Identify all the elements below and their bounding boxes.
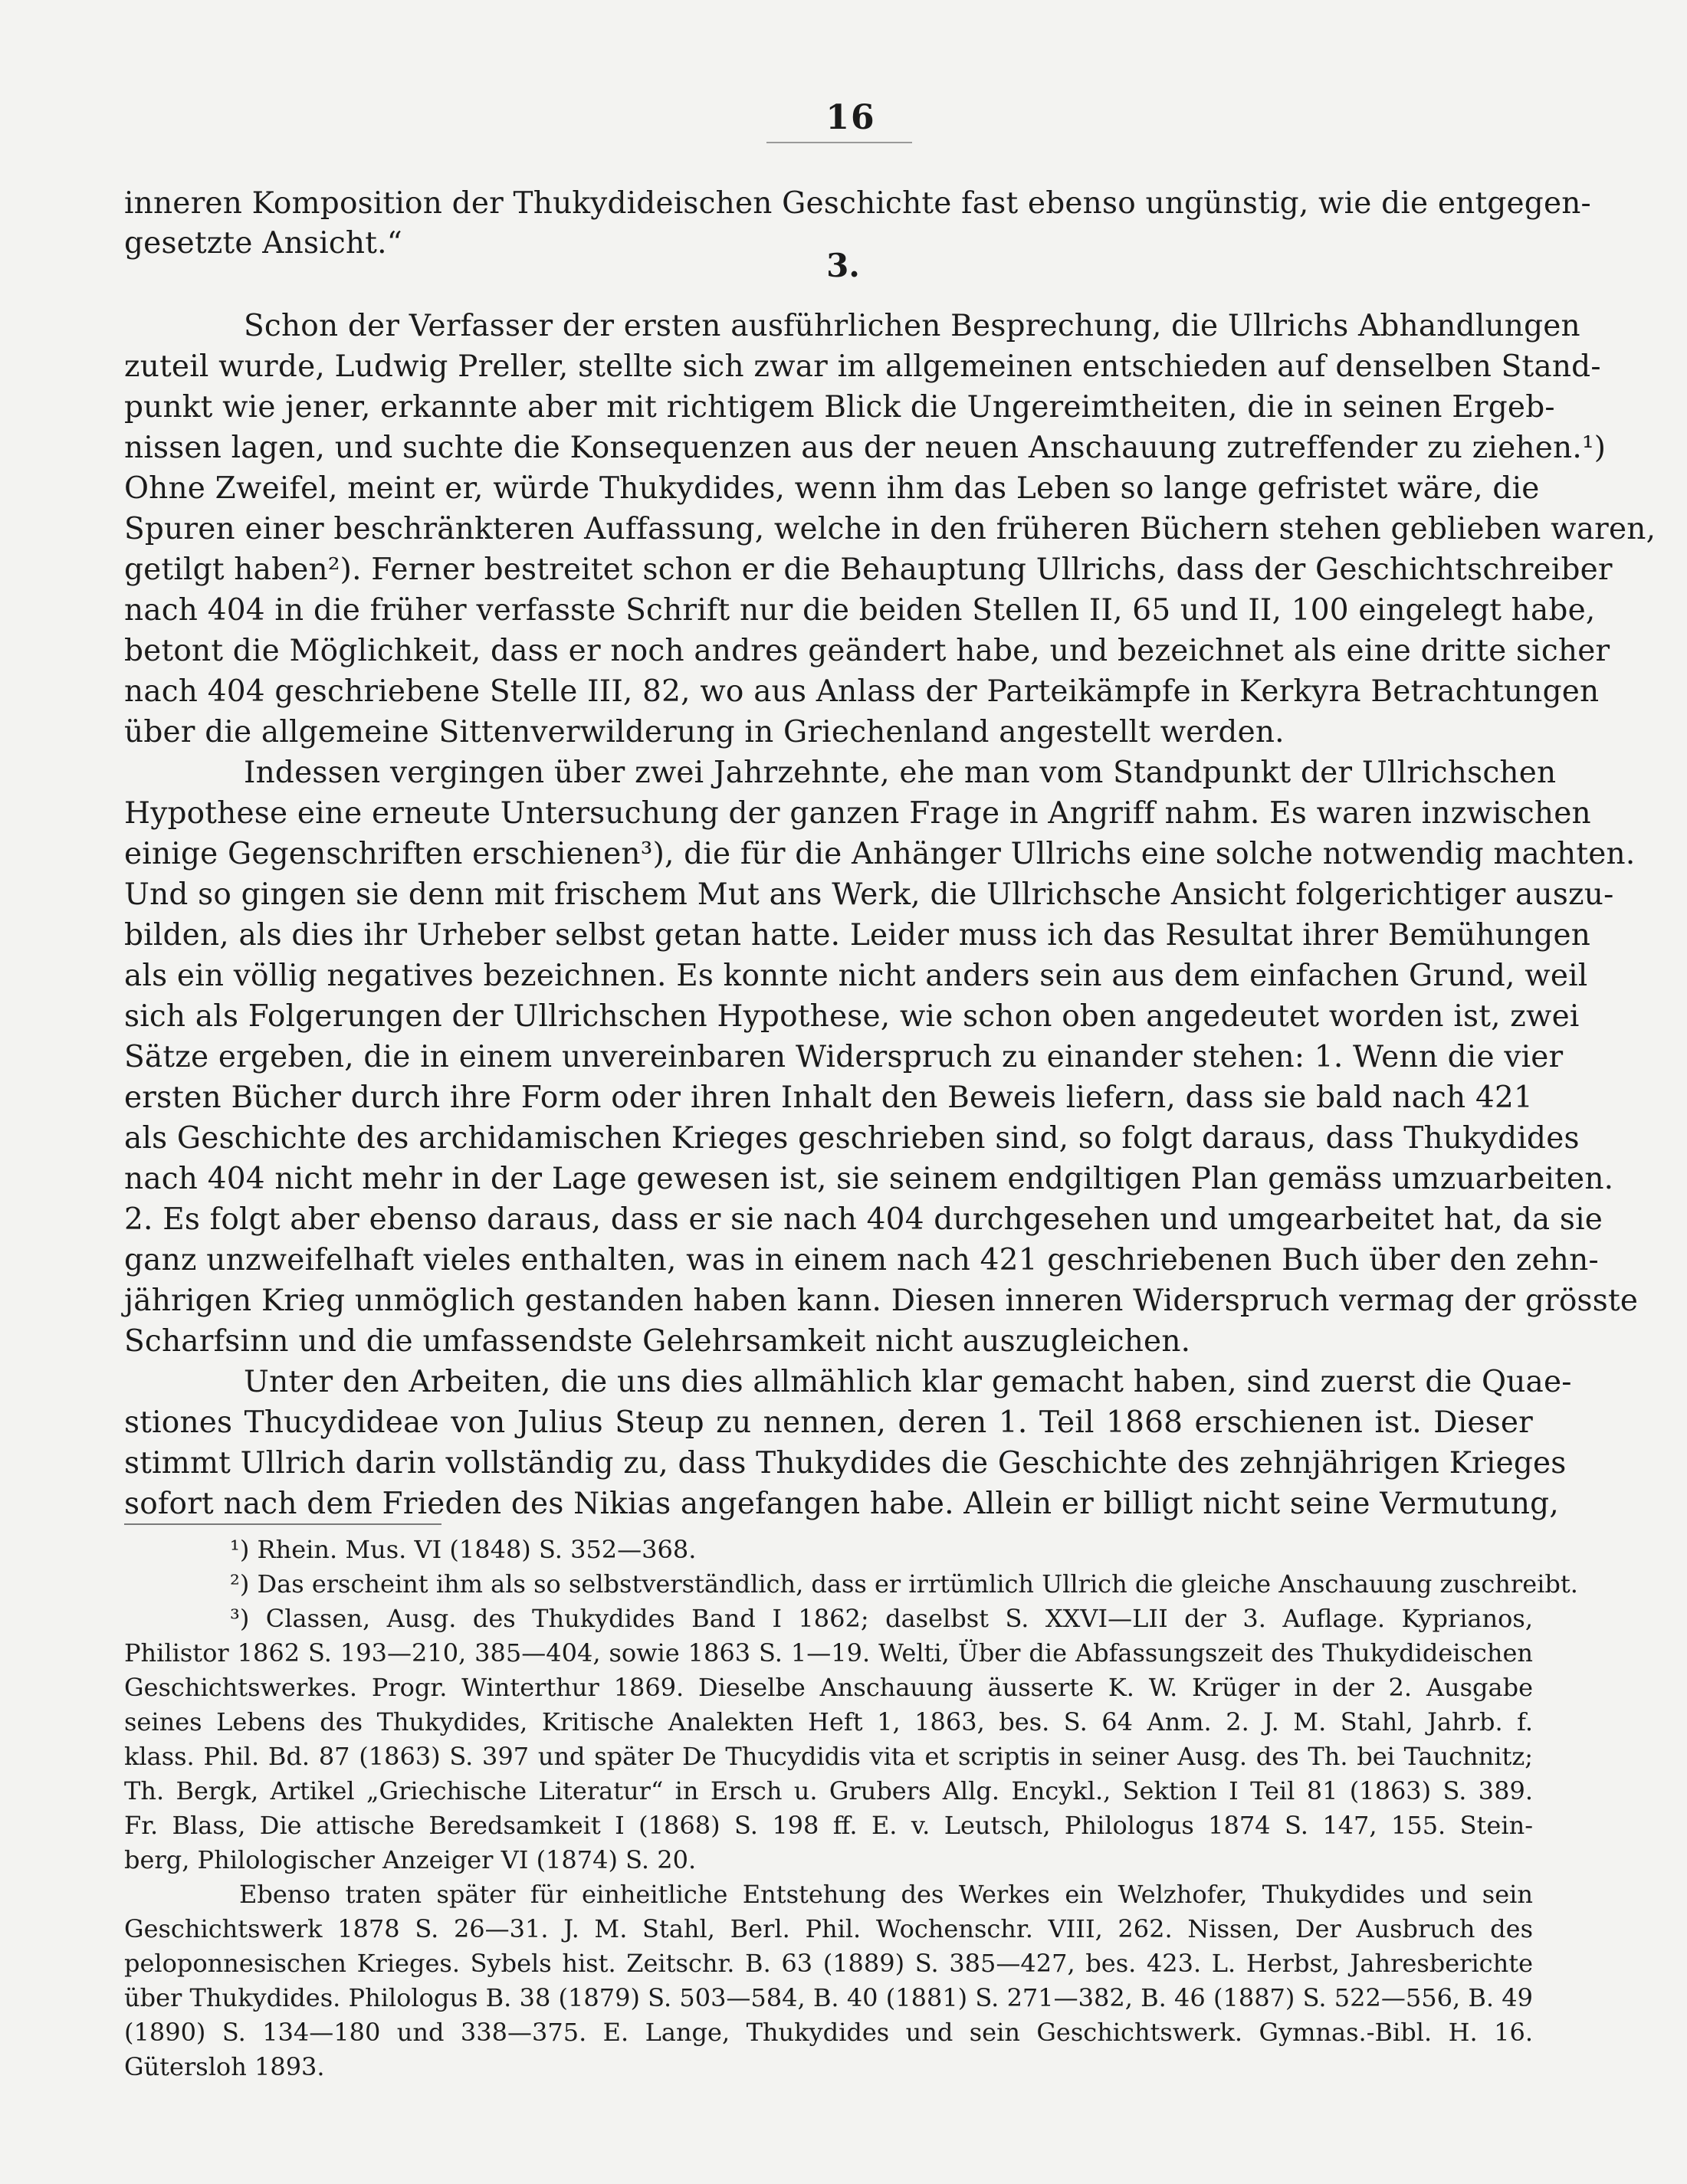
body-line: nach 404 geschriebene Stelle III, 82, wo aus Anlass der Parteikämpfe in Kerkyra Betrachtungen bbox=[124, 674, 1600, 709]
section-number: 3. bbox=[826, 247, 860, 284]
body-line: Unter den Arbeiten, die uns dies allmählich klar gemacht haben, sind zuerst die Quae- bbox=[244, 1365, 1572, 1399]
page-number: 16 bbox=[825, 98, 876, 137]
body-line: als ein völlig negatives bezeichnen. Es konnte nicht anders sein aus dem einfachen Grund, weil bbox=[124, 959, 1588, 993]
body-line: Hypothese eine erneute Untersuchung der ganzen Frage in Angriff nahm. Es waren inzwischen bbox=[124, 796, 1591, 831]
body-line: inneren Komposition der Thukydideischen Geschichte fast ebenso ungünstig, wie die entgegen- bbox=[124, 186, 1591, 221]
body-line: Indessen vergingen über zwei Jahrzehnte, ehe man vom Standpunkt der Ullrichschen bbox=[244, 756, 1557, 790]
body-line: Schon der Verfasser der ersten ausführlichen Besprechung, die Ullrichs Abhandlungen bbox=[244, 309, 1580, 343]
body-line: ersten Bücher durch ihre Form oder ihren Inhalt den Beweis liefern, dass sie bald nach 421 bbox=[124, 1081, 1533, 1115]
footnote-line: ¹) Rhein. Mus. VI (1848) S. 352—368. bbox=[230, 1535, 697, 1564]
body-line: nissen lagen, und suchte die Konsequenzen aus der neuen Anschauung zutreffender zu ziehen.¹) bbox=[124, 431, 1607, 465]
footnote-line: Geschichtswerk 1878 S. 26—31. J. M. Stahl, Berl. Phil. Wochenschr. VIII, 262. Nissen, Der Ausbruch des bbox=[124, 1914, 1533, 1943]
body-line: als Geschichte des archidamischen Krieges geschrieben sind, so folgt daraus, dass Thukydides bbox=[124, 1121, 1580, 1156]
body-line: über die allgemeine Sittenverwilderung in Griechenland angestellt werden. bbox=[124, 715, 1285, 749]
body-line: stiones Thucydideae von Julius Steup zu nennen, deren 1. Teil 1868 erschienen ist. Dieser bbox=[124, 1405, 1533, 1440]
footnote-line: seines Lebens des Thukydides, Kritische Analekten Heft 1, 1863, bes. S. 64 Anm. 2. J. M. Stahl, Jahrb. f. bbox=[124, 1707, 1533, 1736]
body-line: zuteil wurde, Ludwig Preller, stellte sich zwar im allgemeinen entschieden auf denselben Stand- bbox=[124, 349, 1601, 384]
body-line: Und so gingen sie denn mit frischem Mut ans Werk, die Ullrichsche Ansicht folgerichtiger auszu- bbox=[124, 877, 1614, 912]
body-line: Ohne Zweifel, meint er, würde Thukydides, wenn ihm das Leben so lange gefristet wäre, die bbox=[124, 471, 1540, 506]
body-line: Sätze ergeben, die in einem unvereinbaren Widerspruch zu einander stehen: 1. Wenn die vier bbox=[124, 1040, 1564, 1074]
footnote-line: ²) Das erscheint ihm als so selbstverständlich, dass er irrtümlich Ullrich die gleiche Anschauung zuschreibt. bbox=[230, 1569, 1578, 1599]
body-line: sofort nach dem Frieden des Nikias angefangen habe. Allein er billigt nicht seine Vermutung, bbox=[124, 1487, 1559, 1521]
body-line: Spuren einer beschränkteren Auffassung, welche in den früheren Büchern stehen geblieben waren, bbox=[124, 512, 1656, 546]
body-line: sich als Folgerungen der Ullrichschen Hypothese, wie schon oben angedeutet worden ist, zwei bbox=[124, 999, 1580, 1034]
body-line: getilgt haben²). Ferner bestreitet schon er die Behauptung Ullrichs, dass der Geschichtschreiber bbox=[124, 553, 1613, 587]
body-line: betont die Möglichkeit, dass er noch andres geändert habe, und bezeichnet als eine dritte sicher bbox=[124, 634, 1610, 668]
footnote-line: (1890) S. 134—180 und 338—375. E. Lange, Thukydides und sein Geschichtswerk. Gymnas.-Bibl. H. 16. bbox=[124, 2018, 1533, 2047]
body-line: jährigen Krieg unmöglich gestanden haben kann. Diesen inneren Widerspruch vermag der grösste bbox=[124, 1284, 1639, 1318]
footnote-line: ³) Classen, Ausg. des Thukydides Band I 1862; daselbst S. XXVI—LII der 3. Auflage. Kyprianos, bbox=[230, 1604, 1533, 1633]
body-line: ganz unzweifelhaft vieles enthalten, was in einem nach 421 geschriebenen Buch über den zehn- bbox=[124, 1243, 1599, 1277]
body-line: Scharfsinn und die umfassendste Gelehrsamkeit nicht auszugleichen. bbox=[124, 1324, 1191, 1359]
body-line: stimmt Ullrich darin vollständig zu, dass Thukydides die Geschichte des zehnjährigen Krieges bbox=[124, 1446, 1567, 1481]
body-line: nach 404 in die früher verfasste Schrift nur die beiden Stellen II, 65 und II, 100 eingelegt habe, bbox=[124, 593, 1596, 628]
footnote-line: Fr. Blass, Die attische Beredsamkeit I (1868) S. 198 ff. E. v. Leutsch, Philologus 1874 S. 147, 155. Stein- bbox=[124, 1811, 1533, 1840]
footnote-line: Philistor 1862 S. 193—210, 385—404, sowie 1863 S. 1—19. Welti, Über die Abfassungszeit des Thukydideischen bbox=[124, 1638, 1533, 1668]
footnote-line: berg, Philologischer Anzeiger VI (1874) S. 20. bbox=[124, 1845, 697, 1874]
footnote-line: klass. Phil. Bd. 87 (1863) S. 397 und später De Thucydidis vita et scriptis in seiner Ausg. des Th. bei Tauchnitz; bbox=[124, 1742, 1533, 1771]
body-line: 2. Es folgt aber ebenso daraus, dass er sie nach 404 durchgesehen und umgearbeitet hat, da sie bbox=[124, 1202, 1603, 1237]
footnote-line: peloponnesischen Krieges. Sybels hist. Zeitschr. B. 63 (1889) S. 385—427, bes. 423. L. Herbst, Jahresberichte bbox=[124, 1949, 1533, 1978]
body-line: bilden, als dies ihr Urheber selbst getan hatte. Leider muss ich das Resultat ihrer Bemühungen bbox=[124, 918, 1591, 953]
footnote-line: Ebenso traten später für einheitliche Entstehung des Werkes ein Welzhofer, Thukydides und sein bbox=[239, 1880, 1533, 1909]
footnote-line: über Thukydides. Philologus B. 38 (1879) S. 503—584, B. 40 (1881) S. 271—382, B. 46 (1887) S. 522—556, B. 49 bbox=[124, 1983, 1533, 2012]
footnote-line: Gütersloh 1893. bbox=[124, 2052, 325, 2081]
footnote-line: Geschichtswerkes. Progr. Winterthur 1869. Dieselbe Anschauung äusserte K. W. Krüger in der 2. Ausgabe bbox=[124, 1673, 1533, 1702]
body-line: punkt wie jener, erkannte aber mit richtigem Blick die Ungereimtheiten, die in seinen Ergeb- bbox=[124, 390, 1555, 425]
body-line: einige Gegenschriften erschienen³), die für die Anhänger Ullrichs eine solche notwendig machten. bbox=[124, 837, 1636, 871]
footnote-line: Th. Bergk, Artikel „Griechische Literatur“ in Ersch u. Grubers Allg. Encykl., Sektion I Teil 81 (1863) S. 389. bbox=[124, 1776, 1533, 1805]
header-rule bbox=[766, 142, 912, 143]
body-line: gesetzte Ansicht.“ bbox=[124, 226, 402, 261]
body-line: nach 404 nicht mehr in der Lage gewesen ist, sie seinem endgiltigen Plan gemäss umzuarbeiten. bbox=[124, 1162, 1614, 1196]
footnote-rule bbox=[124, 1523, 441, 1525]
